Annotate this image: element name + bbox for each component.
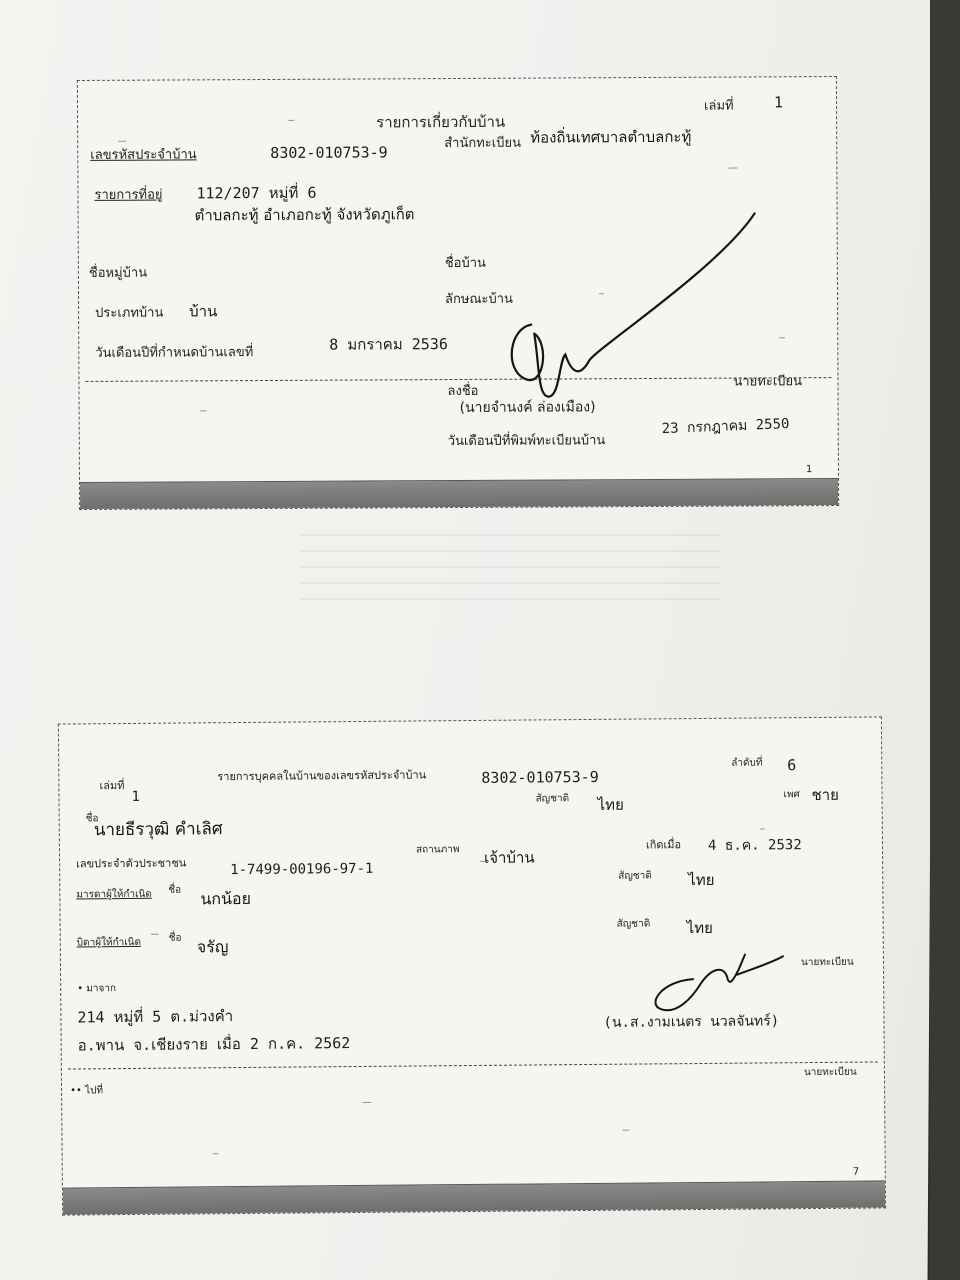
- status-label: สถานภาพ: [415, 844, 460, 856]
- father-name-label: ชื่อ: [168, 932, 182, 944]
- book-label: เล่มที่: [99, 779, 125, 793]
- assigned-date-label: วันเดือนปีที่กำหนดบ้านเลขที่: [95, 345, 254, 361]
- mother-nationality: ไทย: [688, 870, 715, 890]
- registrar-title: นายทะเบียน: [733, 374, 803, 390]
- registry-office: ท้องถิ่นเทศบาลตำบลกะทู้: [530, 127, 692, 147]
- status: เจ้าบ้าน: [483, 848, 535, 867]
- moved-from-line-2: อ.พาน จ.เชียงราย เมื่อ 2 ก.ค. 2562: [77, 1034, 351, 1055]
- house-card-title: รายการเกี่ยวกับบ้าน: [376, 112, 506, 132]
- registry-office-label: สำนักทะเบียน: [444, 135, 522, 152]
- father-name: จรัญ: [196, 937, 229, 957]
- mother-name-label: ชื่อ: [168, 884, 182, 896]
- house-code-label: เลขรหัสประจำบ้าน: [90, 147, 197, 163]
- house-code: 8302-010753-9: [481, 767, 599, 787]
- registrar-signature: [78, 77, 838, 509]
- assigned-date: 8 มกราคม 2536: [329, 335, 448, 354]
- print-date: 23 กรกฎาคม 2550: [661, 416, 790, 438]
- sex: ชาย: [811, 785, 840, 805]
- person-full-name: นายธีรวุฒิ คำเลิศ: [93, 819, 223, 841]
- registrar-name: (น.ส.งามเนตร นวลจันทร์): [603, 1013, 780, 1031]
- sex-label: เพศ: [783, 789, 800, 801]
- name-label: ชื่อ: [85, 813, 99, 825]
- book-number: 1: [773, 93, 784, 112]
- mother-nationality-label: สัญชาติ: [618, 870, 652, 882]
- person-card-title: รายการบุคคลในบ้านของเลขรหัสประจำบ้าน: [217, 768, 427, 784]
- bleed-through-marks: [300, 520, 720, 610]
- moved-from-line-1: 214 หมู่ที่ 5 ต.ม่วงคำ: [77, 1007, 234, 1027]
- citizen-id: 1-7499-00196-97-1: [230, 860, 374, 879]
- address-line-1: 112/207 หมู่ที่ 6: [196, 183, 317, 203]
- house-feature-label: ลักษณะบ้าน: [444, 291, 513, 308]
- print-date-label: วันเดือนปีที่พิมพ์ทะเบียนบ้าน: [447, 433, 606, 450]
- mother-name: นกน้อย: [200, 888, 252, 909]
- moved-from-label: • มาจาก: [77, 983, 117, 995]
- book-label: เล่มที่: [703, 98, 734, 114]
- citizen-id-label: เลขประจำตัวประชาชน: [76, 856, 187, 871]
- moved-to-label: •• ไปที่: [70, 1085, 104, 1097]
- sequence-number: 6: [787, 756, 797, 775]
- book-number: 1: [131, 788, 141, 805]
- registrar-title-2: นายทะเบียน: [803, 1066, 857, 1079]
- registrar-name: (นายจำนงค์ ล่องเมือง): [459, 399, 596, 416]
- page-number: 7: [852, 1166, 860, 1178]
- nationality: ไทย: [597, 795, 624, 814]
- sequence-label: ลำดับที่: [731, 757, 763, 769]
- registrar-title-1: นายทะเบียน: [800, 956, 854, 969]
- father-nationality: ไทย: [686, 918, 713, 938]
- born-label: เกิดเมื่อ: [645, 838, 682, 852]
- house-type: บ้าน: [189, 302, 218, 321]
- registrar-signature: [59, 717, 885, 1214]
- house-registration-card: [77, 76, 839, 510]
- village-label: ชื่อหมู่บ้าน: [88, 265, 148, 281]
- house-name-label: ชื่อบ้าน: [444, 255, 486, 272]
- father-nationality-label: สัญชาติ: [616, 918, 651, 930]
- nationality-label: สัญชาติ: [535, 793, 570, 805]
- page-number: 1: [805, 464, 813, 476]
- background-surface: [930, 0, 960, 1280]
- house-code: 8302-010753-9: [270, 143, 388, 162]
- person-registration-card: [58, 716, 886, 1215]
- sign-label: ลงชื่อ: [447, 383, 479, 400]
- address-line-2: ตำบลกะทู้ อำเภอกะทู้ จังหวัดภูเก็ต: [194, 205, 415, 225]
- born-date: 4 ธ.ค. 2532: [707, 837, 802, 854]
- mother-label: มารดาผู้ให้กำเนิด: [76, 888, 152, 901]
- father-label: บิดาผู้ให้กำเนิด: [76, 936, 142, 949]
- house-type-label: ประเภทบ้าน: [95, 305, 164, 321]
- address-label: รายการที่อยู่: [94, 187, 163, 203]
